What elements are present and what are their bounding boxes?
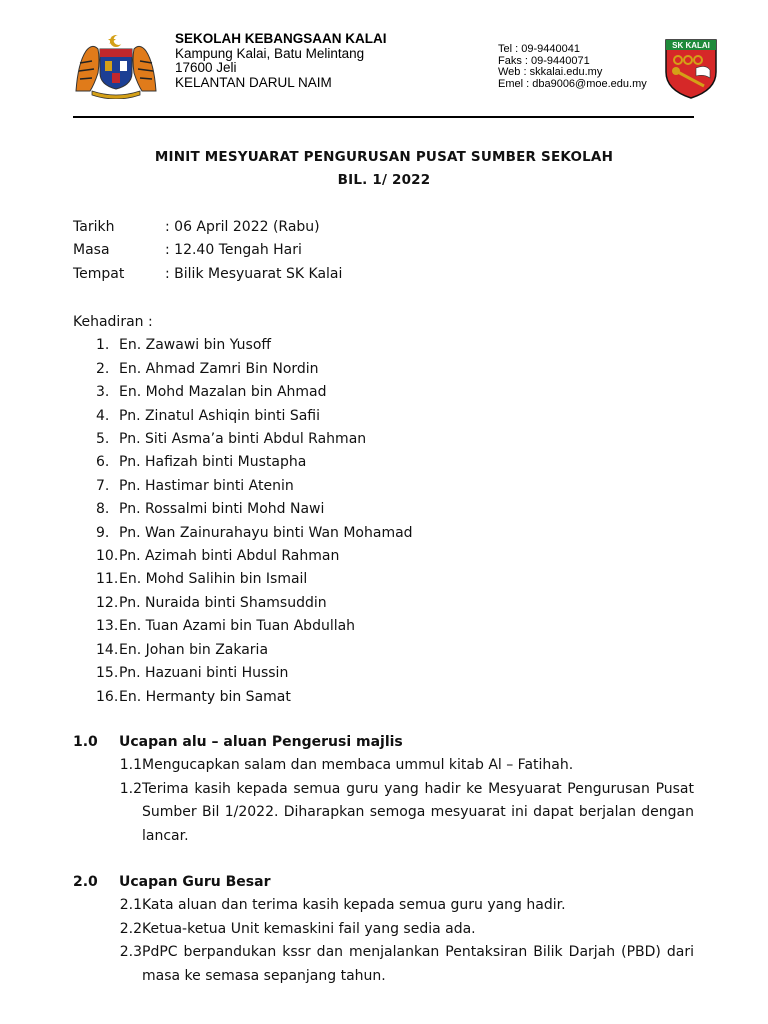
attendee-number: 13. (96, 618, 119, 635)
document-number: BIL. 1/ 2022 (337, 172, 431, 188)
meta-label: Masa (73, 242, 110, 259)
section-1 (73, 731, 694, 848)
attendee-number: 2. (96, 360, 110, 377)
list-item (73, 918, 694, 941)
item-number: 1.1 (119, 757, 142, 774)
meta-row-place (73, 263, 342, 286)
attendee-item (73, 475, 703, 498)
meta-value: : 06 April 2022 (Rabu) (165, 219, 320, 235)
attendee-name: En. Zawawi bin Yusoff (119, 337, 272, 354)
email-line: Emel : dba9006@moe.edu.my (498, 77, 647, 90)
item-text: Mengucapkan salam dan membaca ummul kitab Al – Fatihah. (142, 757, 574, 774)
section-heading (73, 871, 694, 894)
attendee-name: Pn. Hazuani binti Hussin (119, 665, 289, 682)
attendee-item (73, 358, 703, 381)
attendee-item (73, 405, 703, 428)
malaysia-coat-of-arms-logo (72, 33, 160, 99)
attendee-number: 8. (96, 501, 110, 518)
document-title: MINIT MESYUARAT PENGURUSAN PUSAT SUMBER SEKOLAH (154, 149, 614, 165)
item-text: PdPC berpandukan kssr dan menjalankan Pentaksiran Bilik Darjah (PBD) dari masa ke semasa sepanjang tahun. (142, 944, 694, 984)
attendance-heading: Kehadiran : (73, 314, 153, 330)
meta-label: Tempat (73, 265, 125, 282)
attendee-item (73, 522, 703, 545)
attendee-name: Pn. Siti Asma’a binti Abdul Rahman (119, 431, 367, 448)
attendee-number: 11. (96, 571, 119, 588)
attendee-name: En. Tuan Azami bin Tuan Abdullah (119, 618, 356, 635)
attendee-number: 14. (96, 641, 119, 658)
attendee-number: 15. (96, 665, 119, 682)
sk-kalai-shield-logo (664, 38, 718, 100)
attendee-name: Pn. Rossalmi binti Mohd Nawi (119, 501, 325, 518)
attendee-number: 16. (96, 688, 119, 705)
attendee-name: Pn. Nuraida binti Shamsuddin (119, 594, 327, 611)
item-number: 1.2 (119, 780, 142, 797)
attendee-name: En. Mohd Mazalan bin Ahmad (119, 384, 327, 401)
attendee-name: En. Hermanty bin Samat (119, 688, 291, 705)
attendee-item (73, 381, 703, 404)
section-number: 1.0 (73, 734, 98, 750)
attendee-item (73, 334, 703, 357)
shield-text: SK KALAI (672, 41, 710, 50)
attendee-name: Pn. Hafizah binti Mustapha (119, 454, 307, 471)
address-line-3: KELANTAN DARUL NAIM (175, 74, 332, 90)
section-heading (73, 731, 694, 754)
attendee-item (73, 428, 703, 451)
web-line: Web : skkalai.edu.my (498, 66, 603, 78)
meeting-details (73, 216, 342, 286)
list-item (73, 894, 694, 917)
header-divider (73, 116, 694, 118)
attendee-name: En. Johan bin Zakaria (119, 641, 269, 658)
section-title: Ucapan Guru Besar (119, 874, 271, 890)
attendee-number: 12. (96, 594, 119, 611)
attendee-item (73, 639, 703, 662)
item-number: 2.3 (119, 944, 142, 961)
attendee-number: 10. (96, 548, 119, 565)
item-number: 2.2 (119, 920, 142, 937)
attendee-number: 7. (96, 477, 110, 494)
tel-line: Tel : 09-9440041 (498, 43, 580, 55)
attendee-item (73, 498, 703, 521)
attendee-number: 6. (96, 454, 110, 471)
meta-label: Tarikh (73, 219, 115, 235)
attendee-name: En. Ahmad Zamri Bin Nordin (119, 360, 319, 377)
item-text: Terima kasih kepada semua guru yang hadir ke Mesyuarat Pengurusan Pusat Sumber Bil 1/2022. Diharapkan semoga mesyuarat ini dapat berjalan dengan lancar. (142, 780, 694, 844)
meta-value: : 12.40 Tengah Hari (165, 242, 302, 259)
meta-row-time (73, 239, 342, 262)
item-text: Ketua-ketua Unit kemaskini fail yang sedia ada. (142, 920, 476, 937)
attendee-item (73, 451, 703, 474)
school-name: SEKOLAH KEBANGSAAN KALAI (175, 31, 387, 46)
item-number: 2.1 (119, 897, 142, 914)
attendee-number: 9. (96, 524, 110, 541)
fax-line: Faks : 09-9440071 (498, 54, 590, 67)
list-item (73, 754, 694, 777)
attendee-item (73, 568, 703, 591)
letterhead (0, 0, 768, 120)
item-text: Kata aluan dan terima kasih kepada semua guru yang hadir. (142, 897, 566, 914)
school-address-block (175, 32, 387, 90)
attendee-name: En. Mohd Salihin bin Ismail (119, 571, 308, 588)
attendee-number: 4. (96, 407, 110, 424)
section-title: Ucapan alu – aluan Pengerusi majlis (119, 734, 403, 750)
attendee-item (73, 545, 703, 568)
attendee-item (73, 592, 703, 615)
attendance-list (73, 334, 703, 709)
attendee-number: 3. (96, 384, 110, 401)
attendee-name: Pn. Wan Zainurahayu binti Wan Mohamad (119, 524, 413, 541)
section-number: 2.0 (73, 874, 98, 890)
meta-value: : Bilik Mesyuarat SK Kalai (165, 265, 343, 282)
attendee-number: 5. (96, 431, 110, 448)
attendee-item (73, 615, 703, 638)
contact-block (498, 44, 647, 90)
list-item (73, 941, 694, 988)
list-item (73, 778, 694, 848)
attendee-name: Pn. Zinatul Ashiqin binti Safii (119, 407, 320, 424)
attendee-name: Pn. Hastimar binti Atenin (119, 477, 294, 494)
attendee-item (73, 686, 703, 709)
section-2 (73, 871, 694, 988)
attendance-section (73, 311, 703, 709)
attendee-item (73, 662, 703, 685)
address-line-2: 17600 Jeli (175, 60, 237, 75)
attendee-number: 1. (96, 337, 110, 354)
address-line-1: Kampung Kalai, Batu Melintang (175, 45, 365, 61)
meta-row-date (73, 216, 342, 239)
attendee-name: Pn. Azimah binti Abdul Rahman (119, 548, 340, 565)
